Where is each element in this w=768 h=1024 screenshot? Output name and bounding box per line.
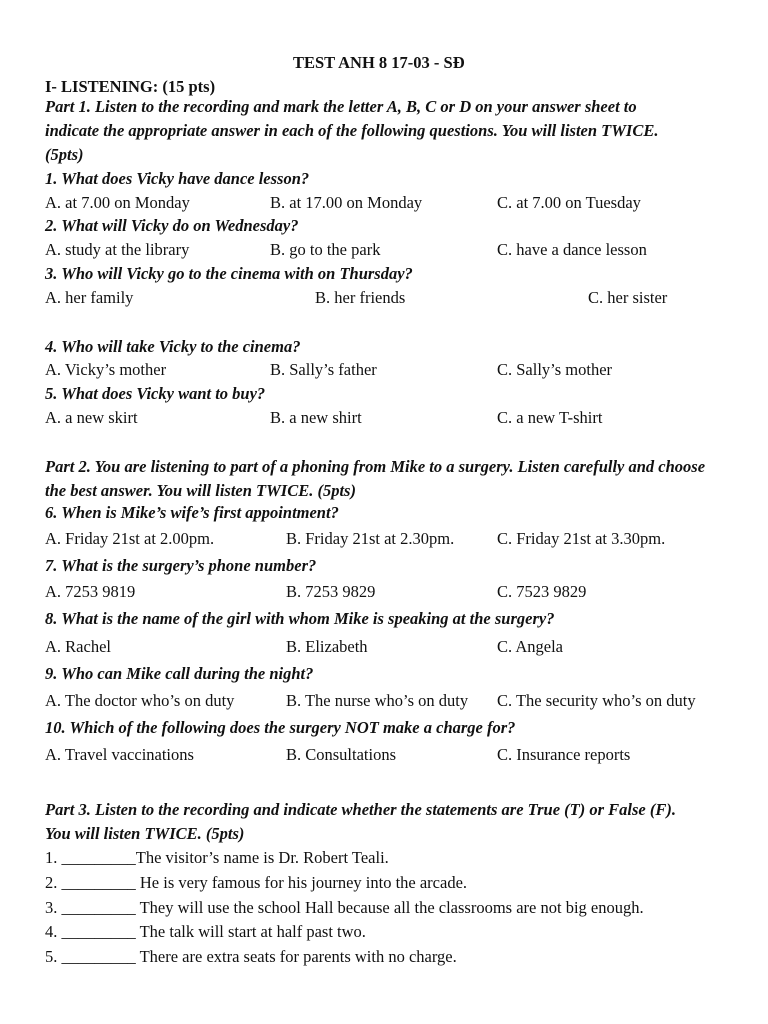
statement-1: 1. _________The visitor’s name is Dr. Robert Teali.: [45, 848, 389, 867]
q8-option-c: C. Angela: [497, 637, 563, 656]
q2-option-c: C. have a dance lesson: [497, 240, 647, 259]
question-2: 2. What will Vicky do on Wednesday?: [45, 216, 299, 235]
part3-instruction-line: Part 3. Listen to the recording and indicate whether the statements are True (T) or False (F).: [45, 800, 676, 819]
q7-option-a: A. 7253 9819: [45, 582, 136, 601]
q10-option-b: B. Consultations: [286, 745, 397, 764]
q4-option-a: A. Vicky’s mother: [45, 360, 167, 379]
part1-instruction-line: (5pts): [45, 145, 84, 164]
part2-instruction-line: Part 2. You are listening to part of a phoning from Mike to a surgery. Listen carefully and choose: [45, 457, 706, 476]
q6-option-b: B. Friday 21st at 2.30pm.: [286, 529, 455, 548]
part1-instruction-line: Part 1. Listen to the recording and mark the letter A, B, C or D on your answer sheet to: [45, 97, 637, 116]
question-7: 7. What is the surgery’s phone number?: [45, 556, 317, 575]
q5-option-c: C. a new T-shirt: [497, 408, 603, 427]
question-5: 5. What does Vicky want to buy?: [45, 384, 266, 403]
statement-2: 2. _________ He is very famous for his journey into the arcade.: [45, 873, 468, 892]
q10-option-a: A. Travel vaccinations: [45, 745, 194, 764]
q5-option-b: B. a new shirt: [270, 408, 362, 427]
q10-option-c: C. Insurance reports: [497, 745, 631, 764]
section-heading: I- LISTENING: (15 pts): [45, 77, 216, 96]
part1-instruction-line: indicate the appropriate answer in each of the following questions. You will listen TWICE.: [45, 121, 659, 140]
q9-option-c: C. The security who’s on duty: [497, 691, 696, 710]
question-6: 6. When is Mike’s wife’s first appointment?: [45, 503, 339, 522]
page-title: TEST ANH 8 17-03 - SĐ: [293, 53, 465, 72]
q4-option-b: B. Sally’s father: [270, 360, 377, 379]
q5-option-a: A. a new skirt: [45, 408, 138, 427]
q1-option-b: B. at 17.00 on Monday: [270, 193, 423, 212]
q9-option-b: B. The nurse who’s on duty: [286, 691, 469, 710]
q7-option-b: B. 7253 9829: [286, 582, 376, 601]
statement-5: 5. _________ There are extra seats for parents with no charge.: [45, 947, 457, 966]
q6-option-c: C. Friday 21st at 3.30pm.: [497, 529, 666, 548]
q3-option-b: B. her friends: [315, 288, 406, 307]
statement-4: 4. _________ The talk will start at half past two.: [45, 922, 366, 941]
q8-option-a: A. Rachel: [45, 637, 111, 656]
q2-option-b: B. go to the park: [270, 240, 381, 259]
part2-instruction-line: the best answer. You will listen TWICE. (5pts): [45, 481, 356, 500]
q7-option-c: C. 7523 9829: [497, 582, 587, 601]
q1-option-c: C. at 7.00 on Tuesday: [497, 193, 641, 212]
statement-3: 3. _________ They will use the school Hall because all the classrooms are not big enough.: [45, 898, 644, 917]
q2-option-a: A. study at the library: [45, 240, 190, 259]
part3-instruction-line: You will listen TWICE. (5pts): [45, 824, 245, 843]
question-10: 10. Which of the following does the surgery NOT make a charge for?: [45, 718, 516, 737]
question-1: 1. What does Vicky have dance lesson?: [45, 169, 310, 188]
q1-option-a: A. at 7.00 on Monday: [45, 193, 190, 212]
q3-option-c: C. her sister: [588, 288, 668, 307]
q3-option-a: A. her family: [45, 288, 134, 307]
question-4: 4. Who will take Vicky to the cinema?: [45, 337, 301, 356]
q4-option-c: C. Sally’s mother: [497, 360, 613, 379]
q6-option-a: A. Friday 21st at 2.00pm.: [45, 529, 215, 548]
question-8: 8. What is the name of the girl with whom Mike is speaking at the surgery?: [45, 609, 555, 628]
question-3: 3. Who will Vicky go to the cinema with on Thursday?: [45, 264, 413, 283]
q9-option-a: A. The doctor who’s on duty: [45, 691, 235, 710]
question-9: 9. Who can Mike call during the night?: [45, 664, 314, 683]
q8-option-b: B. Elizabeth: [286, 637, 368, 656]
